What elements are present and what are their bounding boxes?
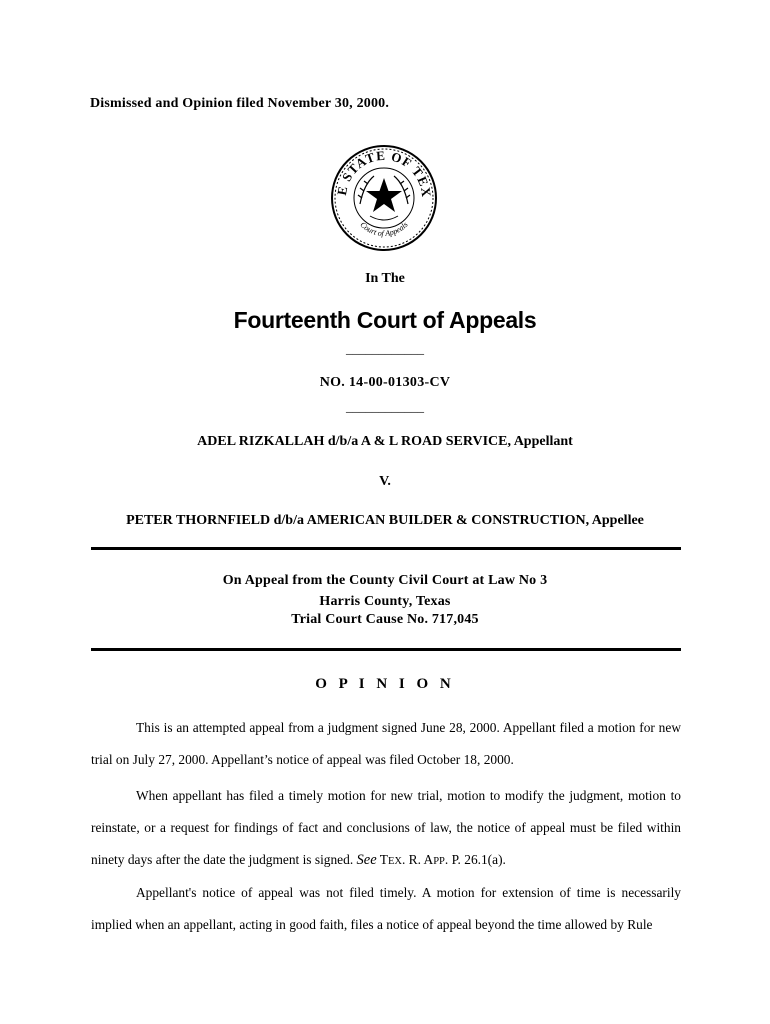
horizontal-rule — [91, 648, 681, 651]
texas-court-seal — [330, 144, 438, 252]
appellee-name: PETER THORNFIELD d/b/a AMERICAN BUILDER & CONSTRUCTION, Appellee — [126, 513, 644, 528]
opinion-paragraph: This is an attempted appeal from a judgment signed June 28, 2000. Appellant filed a motion for new trial on July 27, 2000. Appellant’s notice of appeal was filed October 18, 2000. — [91, 720, 681, 767]
filing-status-line: Dismissed and Opinion filed November 30, 2000. — [90, 96, 390, 111]
citation-text: TEX. R. APP. P. 26.1(a). — [379, 852, 506, 867]
opinion-paragraph: Appellant's notice of appeal was not filed timely. A motion for extension of time is necessarily implied when an appellant, acting in good faith, files a notice of appeal beyond the time allowed by Rule — [91, 885, 681, 932]
seal-icon — [330, 144, 438, 252]
horizontal-rule — [91, 547, 681, 550]
appeal-county-line: Harris County, Texas — [319, 594, 451, 609]
in-the-label: In The — [365, 271, 405, 286]
trial-cause-line: Trial Court Cause No. 717,045 — [291, 612, 479, 627]
case-number: NO. 14-00-01303-CV — [319, 375, 451, 390]
separator-line: ____________ — [346, 399, 424, 414]
appeal-source-line: On Appeal from the County Civil Court at Law No 3 — [222, 573, 548, 588]
separator-line: ____________ — [346, 341, 424, 356]
opinion-paragraph — [91, 780, 681, 878]
appellant-name: ADEL RIZKALLAH d/b/a A & L ROAD SERVICE, Appellant — [197, 434, 573, 449]
svg-text:Court of Appeals: Court of Appeals — [358, 220, 410, 239]
versus-label: V. — [379, 474, 391, 489]
paragraph-text: When appellant has filed a timely motion for new trial, motion to modify the judgment, motion to reinstate, or a request for findings of fact and conclusions of law, the notice of appeal must be filed within ninety days after the date the judgment is signed. — [91, 788, 681, 867]
opinion-heading: O P I N I O N — [315, 676, 455, 692]
svg-text:THE STATE OF TEXAS: E STATE OF TEX — [333, 147, 435, 199]
citation-signal: See — [356, 852, 377, 868]
court-name-heading: Fourteenth Court of Appeals — [233, 307, 537, 333]
